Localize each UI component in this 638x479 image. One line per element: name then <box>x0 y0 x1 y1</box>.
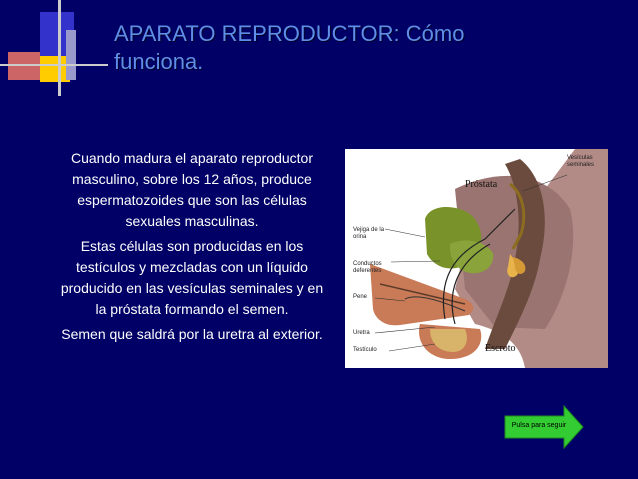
next-slide-label: Pulsa para seguir <box>511 422 567 429</box>
label-vejiga: Vejiga de la orina <box>353 227 385 240</box>
label-escroto: Escroto <box>485 343 516 354</box>
next-slide-button[interactable] <box>504 405 584 449</box>
paragraph-2: Estas células son producidas en los testículos y mezcladas con un líquido producido en las vesículas seminales y en la próstata formando el semen. <box>60 238 324 317</box>
decor-horizontal-line <box>0 64 108 66</box>
decor-red-square <box>8 52 40 80</box>
label-prostata: Próstata <box>465 179 498 190</box>
paragraph-3: Semen que saldrá por la uretra al exterior. <box>61 326 323 342</box>
label-conductos: Conductos deferentes <box>353 261 382 274</box>
anatomy-illustration <box>345 149 608 368</box>
label-uretra: Uretra <box>353 330 370 336</box>
slide-body <box>56 148 328 349</box>
decor-lavender-bar <box>66 30 76 80</box>
slide-title: APARATO REPRODUCTOR: Cómo funciona. <box>114 21 465 74</box>
decor-vertical-line <box>58 0 61 96</box>
label-vesiculas: Vesículas seminales <box>567 155 595 168</box>
label-pene: Pene <box>353 294 368 300</box>
paragraph-1: Cuando madura el aparato reproductor masculino, sobre los 12 años, produce espermatozoides que son las células sexuales masculinas. <box>70 150 314 229</box>
label-testiculo: Testículo <box>353 347 377 353</box>
